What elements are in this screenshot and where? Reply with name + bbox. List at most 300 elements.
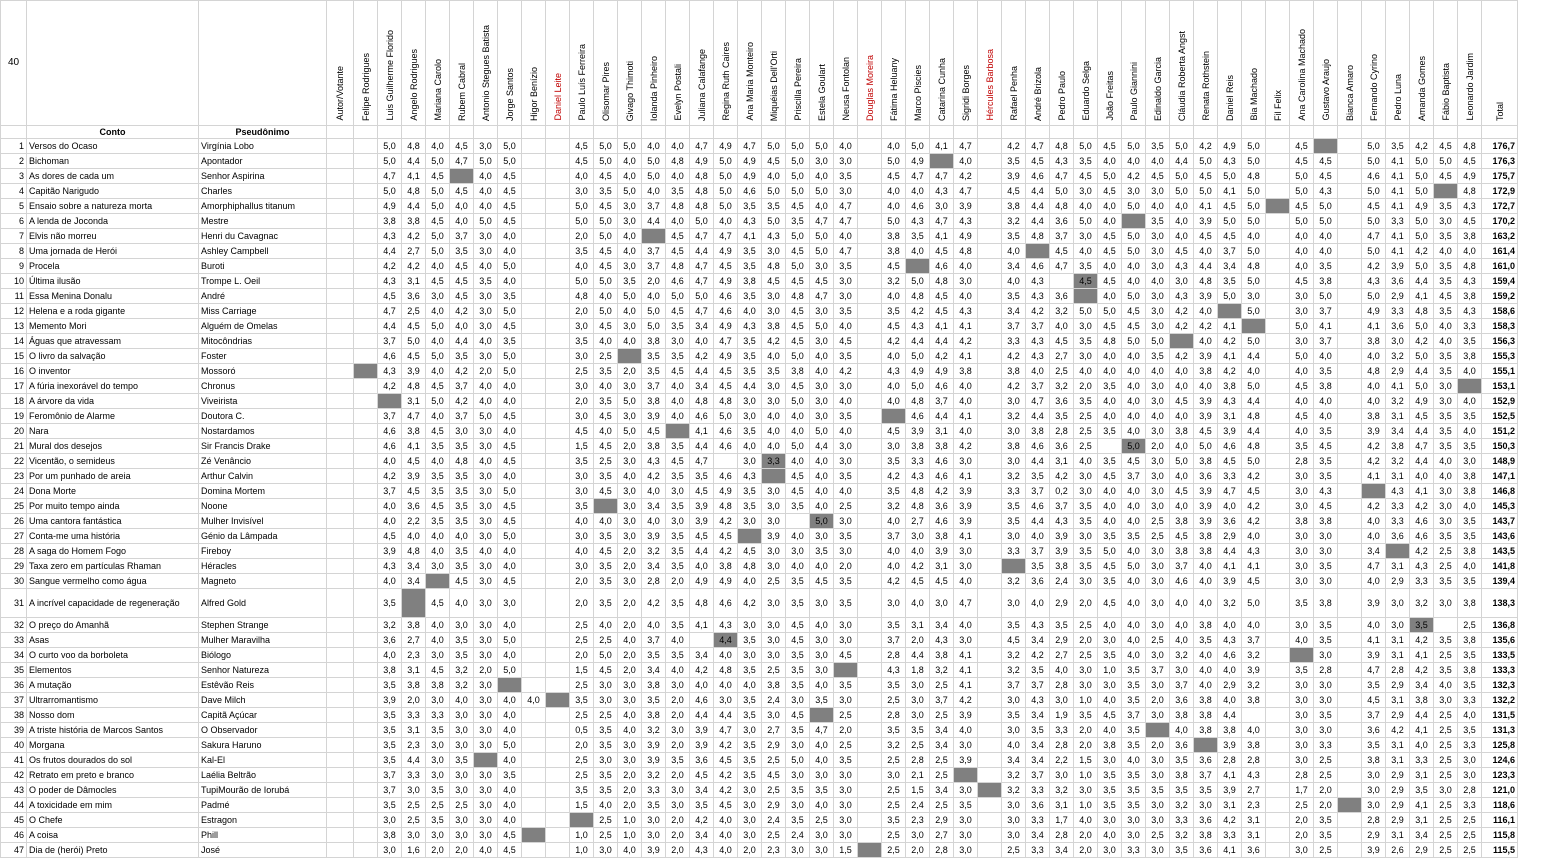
score-cell[interactable]: 3,0	[1002, 828, 1026, 843]
autor-cell[interactable]	[327, 648, 354, 663]
score-cell[interactable]: 3,2	[1386, 349, 1410, 364]
score-cell[interactable]: 4,8	[1458, 139, 1482, 154]
score-cell[interactable]: 3,0	[474, 529, 498, 544]
score-cell[interactable]: 4,0	[474, 259, 498, 274]
score-cell[interactable]	[858, 648, 882, 663]
pseudonimo-cell[interactable]: Estêvão Reis	[199, 678, 327, 693]
score-cell[interactable]: 4,2	[882, 334, 906, 349]
score-cell[interactable]: 2,7	[402, 244, 426, 259]
score-cell[interactable]: 4,0	[618, 723, 642, 738]
own-story-cell[interactable]	[762, 469, 786, 484]
score-cell[interactable]: 3,1	[1050, 798, 1074, 813]
score-cell[interactable]: 4,7	[402, 409, 426, 424]
score-cell[interactable]	[522, 169, 546, 184]
score-cell[interactable]	[546, 783, 570, 798]
score-cell[interactable]	[978, 139, 1002, 154]
pseudonimo-cell[interactable]: Ashley Campbell	[199, 244, 327, 259]
score-cell[interactable]	[978, 723, 1002, 738]
score-cell[interactable]: 3,3	[1002, 544, 1026, 559]
score-cell[interactable]: 4,5	[810, 574, 834, 589]
autor-cell[interactable]	[327, 139, 354, 154]
score-cell[interactable]: 3,5	[1074, 514, 1098, 529]
subheader-blank[interactable]	[690, 126, 714, 139]
score-cell[interactable]	[546, 484, 570, 499]
score-cell[interactable]: 3,0	[570, 469, 594, 484]
score-cell[interactable]	[546, 424, 570, 439]
autor-cell[interactable]	[327, 798, 354, 813]
score-cell[interactable]: 4,5	[1050, 244, 1074, 259]
score-cell[interactable]: 3,5	[1314, 813, 1338, 828]
score-cell[interactable]: 3,0	[426, 753, 450, 768]
score-cell[interactable]: 1,0	[1098, 663, 1122, 678]
row-number[interactable]: 17	[1, 379, 27, 394]
score-cell[interactable]: 3,0	[1290, 723, 1314, 738]
score-cell[interactable]: 2,9	[1386, 798, 1410, 813]
score-cell[interactable]	[978, 304, 1002, 319]
score-cell[interactable]: 2,5	[1434, 813, 1458, 828]
score-cell[interactable]: 3,8	[642, 708, 666, 723]
score-cell[interactable]: 4,0	[1290, 244, 1314, 259]
score-cell[interactable]: 4,3	[882, 663, 906, 678]
score-cell[interactable]: 4,0	[666, 394, 690, 409]
voter-header[interactable]	[1122, 1, 1146, 126]
score-cell[interactable]: 4,0	[498, 544, 522, 559]
score-cell[interactable]: 4,6	[714, 289, 738, 304]
subheader-blank[interactable]	[1170, 126, 1194, 139]
score-cell[interactable]: 3,8	[1194, 723, 1218, 738]
own-story-cell[interactable]	[858, 843, 882, 858]
score-cell[interactable]: 4,7	[378, 169, 402, 184]
score-cell[interactable]: 4,4	[906, 648, 930, 663]
pseudonimo-cell[interactable]: Sir Francis Drake	[199, 439, 327, 454]
score-cell[interactable]: 3,3	[1218, 469, 1242, 484]
score-cell[interactable]	[1338, 544, 1362, 559]
score-cell[interactable]: 3,0	[666, 334, 690, 349]
score-cell[interactable]: 3,5	[786, 678, 810, 693]
total-cell[interactable]: 152,5	[1482, 409, 1518, 424]
score-cell[interactable]: 4,0	[378, 454, 402, 469]
score-cell[interactable]: 3,0	[618, 693, 642, 708]
score-cell[interactable]: 3,2	[378, 618, 402, 633]
score-cell[interactable]: 5,0	[402, 334, 426, 349]
score-cell[interactable]	[354, 648, 378, 663]
score-cell[interactable]: 4,7	[1050, 259, 1074, 274]
score-cell[interactable]: 3,0	[1242, 289, 1266, 304]
score-cell[interactable]	[1266, 439, 1290, 454]
score-cell[interactable]: 4,2	[1242, 469, 1266, 484]
score-cell[interactable]: 3,9	[378, 693, 402, 708]
score-cell[interactable]: 3,8	[1194, 618, 1218, 633]
score-cell[interactable]: 3,7	[1002, 319, 1026, 334]
own-story-cell[interactable]: 4,4	[714, 633, 738, 648]
score-cell[interactable]: 3,0	[1074, 484, 1098, 499]
score-cell[interactable]	[858, 618, 882, 633]
score-cell[interactable]: 3,0	[642, 828, 666, 843]
score-cell[interactable]: 2,8	[1314, 663, 1338, 678]
score-cell[interactable]: 3,9	[1194, 349, 1218, 364]
score-cell[interactable]	[354, 559, 378, 574]
score-cell[interactable]	[522, 229, 546, 244]
score-cell[interactable]	[1338, 574, 1362, 589]
autor-cell[interactable]	[327, 738, 354, 753]
score-cell[interactable]: 5,0	[1242, 589, 1266, 618]
total-cell[interactable]: 136,8	[1482, 618, 1518, 633]
score-cell[interactable]	[858, 559, 882, 574]
score-cell[interactable]	[546, 633, 570, 648]
score-cell[interactable]: 4,8	[1410, 304, 1434, 319]
conto-cell[interactable]: Ultrarromantismo	[27, 693, 199, 708]
score-cell[interactable]: 4,6	[714, 469, 738, 484]
score-cell[interactable]: 4,5	[426, 214, 450, 229]
score-cell[interactable]: 3,0	[474, 484, 498, 499]
score-cell[interactable]: 4,2	[714, 514, 738, 529]
score-cell[interactable]: 4,0	[498, 379, 522, 394]
score-cell[interactable]: 4,0	[1362, 618, 1386, 633]
score-cell[interactable]: 4,0	[498, 559, 522, 574]
total-cell[interactable]: 115,8	[1482, 828, 1518, 843]
score-cell[interactable]: 3,5	[1434, 304, 1458, 319]
score-cell[interactable]: 3,0	[834, 379, 858, 394]
score-cell[interactable]: 4,0	[498, 394, 522, 409]
subheader-blank[interactable]	[1434, 126, 1458, 139]
score-cell[interactable]: 4,0	[762, 169, 786, 184]
score-cell[interactable]: 3,0	[474, 798, 498, 813]
score-cell[interactable]: 4,0	[594, 379, 618, 394]
score-cell[interactable]: 4,0	[474, 379, 498, 394]
score-cell[interactable]: 3,3	[1386, 304, 1410, 319]
score-cell[interactable]: 5,0	[906, 349, 930, 364]
score-cell[interactable]: 4,1	[1218, 768, 1242, 783]
voter-header[interactable]	[498, 1, 522, 126]
score-cell[interactable]: 4,8	[1026, 229, 1050, 244]
score-cell[interactable]: 3,5	[786, 589, 810, 618]
score-cell[interactable]: 3,6	[402, 289, 426, 304]
score-cell[interactable]: 4,0	[834, 139, 858, 154]
score-cell[interactable]: 4,0	[1122, 633, 1146, 648]
score-cell[interactable]: 3,5	[1434, 274, 1458, 289]
score-cell[interactable]: 3,0	[594, 678, 618, 693]
score-cell[interactable]: 2,9	[1386, 574, 1410, 589]
score-cell[interactable]: 4,3	[1242, 768, 1266, 783]
score-cell[interactable]: 3,5	[1146, 139, 1170, 154]
score-cell[interactable]: 4,8	[1458, 184, 1482, 199]
score-cell[interactable]	[978, 244, 1002, 259]
score-cell[interactable]: 4,7	[1050, 169, 1074, 184]
score-cell[interactable]: 3,0	[882, 439, 906, 454]
score-cell[interactable]: 1,7	[1290, 783, 1314, 798]
score-cell[interactable]: 3,5	[450, 633, 474, 648]
score-cell[interactable]: 4,1	[954, 529, 978, 544]
score-cell[interactable]: 3,5	[666, 529, 690, 544]
score-cell[interactable]: 3,0	[1146, 304, 1170, 319]
score-cell[interactable]: 4,5	[1194, 229, 1218, 244]
score-cell[interactable]: 3,0	[474, 319, 498, 334]
score-cell[interactable]: 3,7	[1122, 469, 1146, 484]
score-cell[interactable]: 4,7	[810, 723, 834, 738]
score-cell[interactable]	[1266, 798, 1290, 813]
voter-header[interactable]	[714, 1, 738, 126]
score-cell[interactable]: 3,0	[1146, 184, 1170, 199]
subheader-blank[interactable]	[378, 126, 402, 139]
score-cell[interactable]: 4,3	[1050, 514, 1074, 529]
score-cell[interactable]: 4,4	[402, 753, 426, 768]
score-cell[interactable]	[546, 244, 570, 259]
score-cell[interactable]: 3,5	[1290, 439, 1314, 454]
score-cell[interactable]: 2,7	[762, 723, 786, 738]
score-cell[interactable]: 3,5	[666, 439, 690, 454]
score-cell[interactable]: 5,0	[1242, 334, 1266, 349]
score-cell[interactable]: 3,0	[426, 828, 450, 843]
score-cell[interactable]: 3,0	[426, 693, 450, 708]
score-cell[interactable]: 4,5	[690, 768, 714, 783]
score-cell[interactable]: 2,0	[666, 574, 690, 589]
own-story-cell[interactable]: 5,0	[810, 514, 834, 529]
score-cell[interactable]: 4,0	[474, 843, 498, 858]
score-cell[interactable]: 3,5	[954, 798, 978, 813]
score-cell[interactable]: 3,5	[1170, 783, 1194, 798]
score-cell[interactable]: 3,0	[1314, 648, 1338, 663]
score-cell[interactable]: 3,5	[378, 708, 402, 723]
score-cell[interactable]: 3,8	[1410, 693, 1434, 708]
voter-header[interactable]	[858, 1, 882, 126]
pseudonimo-cell[interactable]: Alguém de Omelas	[199, 319, 327, 334]
score-cell[interactable]: 4,3	[714, 618, 738, 633]
score-cell[interactable]: 3,5	[378, 753, 402, 768]
score-cell[interactable]: 4,0	[714, 813, 738, 828]
score-cell[interactable]: 2,9	[1050, 589, 1074, 618]
voter-header[interactable]	[930, 1, 954, 126]
score-cell[interactable]: 5,0	[378, 184, 402, 199]
autor-cell[interactable]	[327, 828, 354, 843]
score-cell[interactable]: 3,0	[474, 244, 498, 259]
score-cell[interactable]	[978, 454, 1002, 469]
score-cell[interactable]: 4,0	[1194, 379, 1218, 394]
score-cell[interactable]: 3,9	[690, 723, 714, 738]
score-cell[interactable]: 3,6	[1386, 274, 1410, 289]
score-cell[interactable]	[1338, 514, 1362, 529]
score-cell[interactable]	[354, 484, 378, 499]
score-cell[interactable]: 3,5	[786, 214, 810, 229]
score-cell[interactable]: 4,5	[402, 349, 426, 364]
score-cell[interactable]: 4,7	[906, 169, 930, 184]
score-cell[interactable]: 4,0	[1122, 574, 1146, 589]
score-cell[interactable]: 4,0	[1146, 274, 1170, 289]
score-cell[interactable]: 4,5	[1434, 289, 1458, 304]
score-cell[interactable]: 4,5	[498, 199, 522, 214]
own-story-cell[interactable]	[1122, 214, 1146, 229]
score-cell[interactable]: 4,4	[906, 334, 930, 349]
autor-cell[interactable]	[327, 708, 354, 723]
score-cell[interactable]: 3,0	[1146, 379, 1170, 394]
score-cell[interactable]: 4,5	[498, 574, 522, 589]
score-cell[interactable]: 3,0	[1074, 319, 1098, 334]
score-cell[interactable]: 3,5	[1050, 409, 1074, 424]
conto-cell[interactable]: Bichoman	[27, 154, 199, 169]
score-cell[interactable]: 3,8	[1458, 544, 1482, 559]
score-cell[interactable]: 4,7	[930, 169, 954, 184]
own-story-cell[interactable]	[1290, 648, 1314, 663]
score-cell[interactable]: 4,5	[1242, 484, 1266, 499]
score-cell[interactable]: 4,5	[1050, 334, 1074, 349]
score-cell[interactable]: 4,7	[810, 289, 834, 304]
score-cell[interactable]: 3,8	[1458, 469, 1482, 484]
score-cell[interactable]: 3,7	[930, 394, 954, 409]
score-cell[interactable]: 3,5	[426, 484, 450, 499]
conto-cell[interactable]: Procela	[27, 259, 199, 274]
voter-header[interactable]	[1002, 1, 1026, 126]
score-cell[interactable]: 4,8	[666, 199, 690, 214]
score-cell[interactable]: 3,5	[594, 723, 618, 738]
score-cell[interactable]	[354, 574, 378, 589]
score-cell[interactable]	[978, 319, 1002, 334]
score-cell[interactable]: 3,5	[570, 454, 594, 469]
score-cell[interactable]: 3,8	[930, 648, 954, 663]
score-cell[interactable]: 2,0	[666, 693, 690, 708]
score-cell[interactable]: 3,7	[1170, 678, 1194, 693]
score-cell[interactable]: 3,5	[450, 753, 474, 768]
score-cell[interactable]: 4,0	[714, 214, 738, 229]
score-cell[interactable]: 4,0	[1458, 364, 1482, 379]
score-cell[interactable]: 4,2	[1410, 334, 1434, 349]
score-cell[interactable]: 4,2	[882, 469, 906, 484]
score-cell[interactable]: 4,0	[810, 499, 834, 514]
score-cell[interactable]: 3,0	[762, 304, 786, 319]
voter-header[interactable]	[546, 1, 570, 126]
score-cell[interactable]: 4,5	[786, 618, 810, 633]
score-cell[interactable]: 3,9	[402, 469, 426, 484]
score-cell[interactable]: 4,5	[450, 259, 474, 274]
score-cell[interactable]: 4,5	[1362, 199, 1386, 214]
score-cell[interactable]: 3,2	[1050, 304, 1074, 319]
score-cell[interactable]	[978, 753, 1002, 768]
score-cell[interactable]: 3,0	[474, 424, 498, 439]
score-cell[interactable]: 4,5	[1170, 394, 1194, 409]
score-cell[interactable]	[858, 214, 882, 229]
score-cell[interactable]: 2,5	[882, 843, 906, 858]
score-cell[interactable]: 4,7	[714, 334, 738, 349]
score-cell[interactable]: 2,5	[1146, 529, 1170, 544]
score-cell[interactable]: 4,5	[810, 274, 834, 289]
score-cell[interactable]: 3,0	[1146, 469, 1170, 484]
score-cell[interactable]: 3,0	[1386, 334, 1410, 349]
score-cell[interactable]: 4,0	[1170, 439, 1194, 454]
score-cell[interactable]: 5,0	[1290, 184, 1314, 199]
score-cell[interactable]: 3,5	[834, 409, 858, 424]
score-cell[interactable]: 3,5	[810, 693, 834, 708]
score-cell[interactable]: 3,9	[642, 529, 666, 544]
conto-cell[interactable]: O inventor	[27, 364, 199, 379]
autor-cell[interactable]	[327, 514, 354, 529]
score-cell[interactable]: 3,7	[1314, 334, 1338, 349]
score-cell[interactable]: 5,0	[594, 304, 618, 319]
total-cell[interactable]: 163,2	[1482, 229, 1518, 244]
score-cell[interactable]: 3,1	[1242, 828, 1266, 843]
voter-header[interactable]	[786, 1, 810, 126]
score-cell[interactable]: 4,5	[426, 169, 450, 184]
conto-cell[interactable]: Por muito tempo ainda	[27, 499, 199, 514]
score-cell[interactable]: 3,0	[810, 379, 834, 394]
score-cell[interactable]	[354, 334, 378, 349]
score-cell[interactable]: 3,5	[1026, 469, 1050, 484]
score-cell[interactable]	[1266, 633, 1290, 648]
pseudonimo-cell[interactable]: Magneto	[199, 574, 327, 589]
score-cell[interactable]: 3,9	[1218, 738, 1242, 753]
score-cell[interactable]: 4,3	[1218, 633, 1242, 648]
score-cell[interactable]: 2,0	[666, 813, 690, 828]
score-cell[interactable]: 2,0	[666, 738, 690, 753]
score-cell[interactable]: 3,5	[594, 394, 618, 409]
score-cell[interactable]: 4,0	[498, 783, 522, 798]
score-cell[interactable]: 3,0	[474, 289, 498, 304]
autor-cell[interactable]	[327, 693, 354, 708]
voter-header[interactable]	[1458, 1, 1482, 126]
score-cell[interactable]: 4,5	[834, 648, 858, 663]
subheader-blank[interactable]	[1026, 126, 1050, 139]
own-story-cell[interactable]	[1170, 334, 1194, 349]
voter-header[interactable]	[426, 1, 450, 126]
score-cell[interactable]: 4,0	[426, 618, 450, 633]
score-cell[interactable]: 3,0	[810, 648, 834, 663]
score-cell[interactable]: 3,9	[378, 544, 402, 559]
score-cell[interactable]: 3,1	[1218, 409, 1242, 424]
score-cell[interactable]: 4,5	[450, 574, 474, 589]
score-cell[interactable]: 4,0	[498, 708, 522, 723]
conto-cell[interactable]: Essa Menina Donalu	[27, 289, 199, 304]
score-cell[interactable]: 4,6	[1170, 574, 1194, 589]
score-cell[interactable]: 4,0	[1218, 663, 1242, 678]
score-cell[interactable]	[1266, 379, 1290, 394]
score-cell[interactable]: 3,9	[642, 843, 666, 858]
subheader-blank[interactable]	[402, 126, 426, 139]
pseudonimo-cell[interactable]: Kal-El	[199, 753, 327, 768]
score-cell[interactable]	[1338, 783, 1362, 798]
score-cell[interactable]: 3,0	[834, 274, 858, 289]
score-cell[interactable]: 4,5	[450, 139, 474, 154]
score-cell[interactable]	[1266, 334, 1290, 349]
score-cell[interactable]	[1338, 409, 1362, 424]
score-cell[interactable]: 3,5	[450, 439, 474, 454]
score-cell[interactable]: 3,8	[1458, 589, 1482, 618]
score-cell[interactable]: 4,5	[1434, 169, 1458, 184]
conto-cell[interactable]: Uma jornada de Herói	[27, 244, 199, 259]
score-cell[interactable]: 4,0	[1410, 469, 1434, 484]
score-cell[interactable]: 5,0	[642, 154, 666, 169]
score-cell[interactable]: 4,5	[1098, 469, 1122, 484]
score-cell[interactable]	[354, 229, 378, 244]
subheader-blank[interactable]	[450, 126, 474, 139]
score-cell[interactable]: 4,0	[426, 139, 450, 154]
score-cell[interactable]: 3,0	[1098, 633, 1122, 648]
score-cell[interactable]	[522, 304, 546, 319]
score-cell[interactable]: 3,0	[810, 633, 834, 648]
score-cell[interactable]: 3,5	[426, 723, 450, 738]
score-cell[interactable]: 4,4	[1026, 514, 1050, 529]
pseudonimo-cell[interactable]: Senhor Aspirina	[199, 169, 327, 184]
score-cell[interactable]: 4,2	[954, 334, 978, 349]
score-cell[interactable]: 3,5	[666, 648, 690, 663]
score-cell[interactable]: 4,0	[1194, 678, 1218, 693]
own-story-cell[interactable]	[1194, 738, 1218, 753]
score-cell[interactable]: 2,0	[1074, 723, 1098, 738]
score-cell[interactable]	[858, 424, 882, 439]
score-cell[interactable]: 5,0	[1218, 214, 1242, 229]
score-cell[interactable]: 4,1	[402, 169, 426, 184]
score-cell[interactable]: 3,0	[834, 693, 858, 708]
score-cell[interactable]: 4,1	[930, 229, 954, 244]
score-cell[interactable]: 4,2	[642, 589, 666, 618]
score-cell[interactable]: 5,0	[786, 229, 810, 244]
score-cell[interactable]: 2,5	[570, 708, 594, 723]
